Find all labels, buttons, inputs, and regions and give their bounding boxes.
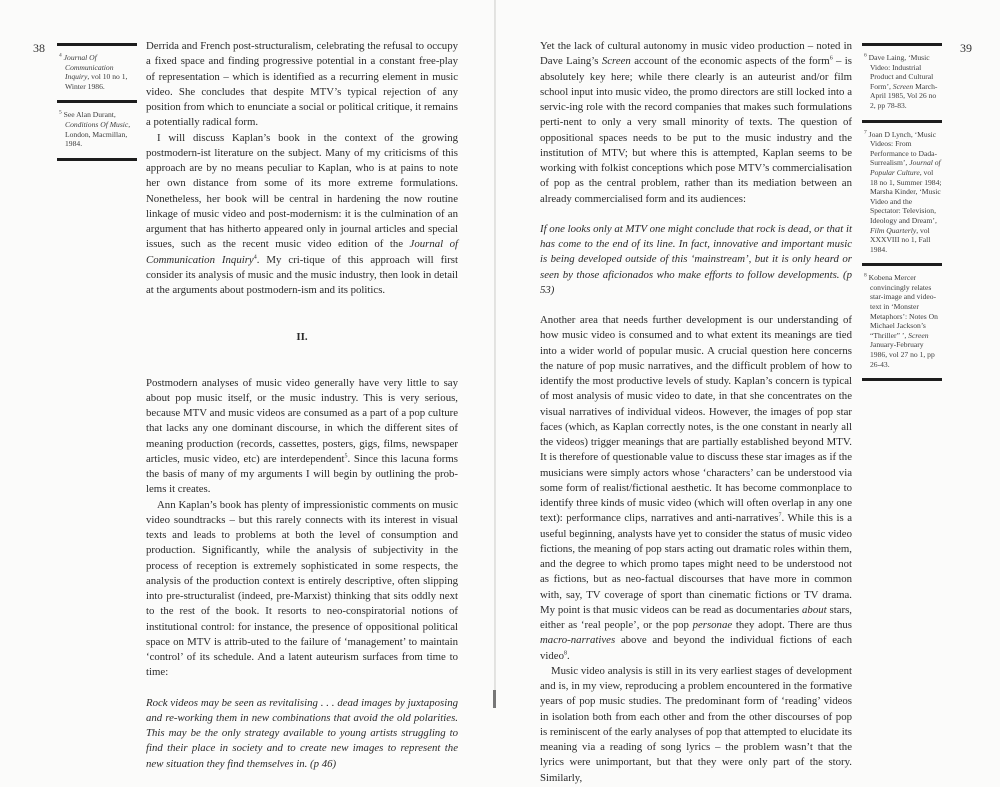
footnote-ref: 8 <box>564 649 567 656</box>
text-run: Music video analysis is still in its very earliest stages of development and is, in my view, reproducing a problem encountered in the formative years of pop music studies. The predominant form of ‘reading’ videos in isolation both from each other and from the other discourses of pop is reminiscent of the early analyses of pop that attempted to elucidate its meaning via a reading of song lyrics – the problem wasn’t that the lyrics were unimportant, but that they were only part of the story. Similarly, <box>540 664 852 784</box>
right-margin-notes <box>862 43 942 381</box>
text-run: March-April 1985, Vol 26 no 2, pp 78-83. <box>870 81 938 110</box>
text-run: . My cri-tique of this approach will first consider its analysis of music and the music industry, then look in detail at the arguments about postmodern-ism and its politics. <box>146 253 458 296</box>
text-run: Joan D Lynch, ‘Music Videos: From Performance to Dada-Surrealism’, <box>868 129 938 168</box>
italic-text: If one looks only at MTV one might conclude that rock is dead, or that it has come to the end of its line. In fact, innovative and important music is being developed outside of this ‘mainstream’, but it is only heard or seen by those aficionados who make efforts to follow developments. <box>540 222 852 281</box>
text-run: Dave Laing, ‘Music Video: Industrial Product and Cultural Form’, <box>868 53 934 91</box>
footnote-number: 7 <box>864 129 867 136</box>
page-reference: (p 53) <box>540 268 852 296</box>
footnote-ref: 5 <box>344 453 348 460</box>
left-margin-notes <box>57 43 137 161</box>
footnote-number: 8 <box>864 272 867 279</box>
italic-text: Conditions Of Music <box>65 119 129 129</box>
text-run: Derrida and French post-structuralism, celebrating the refusal to occupy a fixed space and finding progressive potential in a constant free-play of representation – which is identified as a recurring element in music video. She concludes that despite MTV’s typical rejection of any position from which to enunciate a social or political critique, it remains a potentially radical form. <box>146 40 458 129</box>
note-divider <box>862 378 942 381</box>
italic-text: Rock videos may be seen as revitalising . . . dead images by juxtaposing and re-working them in new combinations that avoid the old polarities. This may be the only strategy available to young artists struggling to find their place in society and to create new images to represent the new situation they find themselves in. <box>146 696 458 770</box>
text-run: Another area that needs further development is our understanding of how music video is consumed and to what extent its meanings are tied into a wider world of popular music. A crucial question here concerns the nature of pop music narratives, and the difficult problem of how to identify the most productive levels of study. Kaplan’s concern is typical of most analysis of music video to date, in that she concentrates on the visual narratives of individual videos. However, the images of pop star faces (which, as Kaplan correctly notes, is the one constant in nearly all the videos) trigger meanings that are partially established beyond MTV. It is therefore of questionable value to discuss these star images as if the musicians were simply actors whose ‘characters’ can be understood via some form of realist/fictional aesthetic. It has become commonplace to identify three kinds of music video (which will often overlap in any one text): performance clips, narratives and anti-narratives <box>540 314 852 525</box>
footnote-ref: 7 <box>778 512 782 519</box>
footnote-number: 4 <box>59 52 62 59</box>
section-heading <box>146 330 458 345</box>
text-run: , vol XXXVIII no 1, Fall 1984. <box>870 225 931 254</box>
block-quote <box>540 222 852 298</box>
gutter-binding-mark <box>493 690 496 708</box>
text-run: Postmodern analyses of music video generally have very little to say about pop music itself, or the music industry. This is very serious, because MTV and music videos are consumed as a part of a pop culture that lacks any one dominant discourse, in which the different sites of meaning production (records, cassettes, posters, gigs, films, newspaper articles, music video, etc) are interdependent <box>146 376 458 465</box>
body-paragraph <box>146 376 458 498</box>
italic-text: Screen <box>908 330 929 340</box>
text-run: January-February 1986, vol 27 no 1, pp 26-43. <box>870 340 935 369</box>
footnote-8 <box>862 266 942 378</box>
text-run: they adopt. There are thus <box>732 619 852 631</box>
footnote-7 <box>862 123 942 264</box>
note-divider <box>57 158 137 161</box>
text-run: stars, either as ‘real people’, or the pop <box>540 603 852 631</box>
footnote-ref: 4 <box>253 253 257 260</box>
text-run: . While this is a useful beginning, analysts have yet to consider the status of music video fictions, the meaning of pop stars acting out dramatic roles within them, and the degree to which promo tapes might need to be understood not as fictions, but as neo-factual discourses that have more in common with, say, TV coverage of sport than cinematic fictions or TV drama. My point is that music videos can be read as documentaries <box>540 512 852 616</box>
page-number-left: 38 <box>33 41 45 55</box>
text-run: See Alan Durant, <box>63 110 116 120</box>
italic-text: about <box>802 603 827 616</box>
body-paragraph <box>146 131 458 299</box>
italic-text: Screen <box>892 81 914 91</box>
italic-text: macro-narratives <box>540 634 616 647</box>
book-gutter <box>494 0 496 708</box>
page-reference: (p 46) <box>307 757 337 770</box>
text-run: II. <box>296 331 308 344</box>
text-run: . Since this lacuna forms the basis of many of my arguments I will begin by outlining the prob-lems it creates. <box>146 452 458 496</box>
text-run: – is absolutely key here; while there clearly is an auteurist and/or film school input into music video, the promo directors are still locked into a servic-ing role with the record companies that makes such formulations perti-nent to only a very small minority of texts. The question of oppositional spaces needs to be put to the music industry and the institution of MTV; but where this is attempted, Kaplan seems to be working with folkist conceptions which pose MTV’s commercialisation of pop as the central problem, rather than its mediation between an already commercialised form and its audiences: <box>540 55 852 205</box>
body-paragraph <box>146 498 458 681</box>
text-run: Kobena Mercer convincingly relates star-image and video-text in ‘Monster Metaphors’: Notes On Michael Jackson’s “Thriller” ’, <box>868 273 938 340</box>
page-number-right: 39 <box>960 41 972 55</box>
text-run: Ann Kaplan’s book has plenty of impressionistic comments on music video soundtracks – but this rarely connects with its interest in visual texts and leads to problems at both the level of consumption and production. Significantly, while the analysis of subjectivity in the process of reception is extremely sophisticated in some respects, the analysis of the production context is entirely descriptive, often slipping into pre-structuralist (indeed, pre-Marxist) thinking that sits oddly next to the rest of the book. It resorts to neo-conspiratorial notions of institutional control: for instance, the presence of oppositional political space on MTV is attrib-uted to the failure of ‘management’ to maintain ‘control’ of its schedule. And a latent auteurism surfaces from time to time: <box>146 498 458 679</box>
footnote-5 <box>57 103 137 157</box>
text-run: , vol 18 no 1, Summer 1984; Marsha Kinder, ‘Music Video and the Spectator: Television, Ideology and Dream’, <box>870 167 942 225</box>
italic-text: Film Quarterly <box>870 225 917 235</box>
text-run: , vol 10 no 1, Winter 1986. <box>65 72 128 91</box>
text-run: Yet the lack of cultural autonomy in music video production – noted in Dave Laing’s <box>540 40 852 68</box>
italic-text: personae <box>692 619 733 631</box>
text-run: account of the economic aspects of the form <box>630 55 830 68</box>
body-paragraph <box>540 39 852 207</box>
italic-text: Journal Of Communication Inquiry <box>63 53 114 82</box>
text-run: . <box>567 649 570 662</box>
footnote-6 <box>862 46 942 120</box>
block-quote <box>146 696 458 772</box>
footnote-number: 6 <box>864 52 867 59</box>
footnote-ref: 6 <box>829 55 833 62</box>
footnote-4 <box>57 46 137 100</box>
text-run: I will discuss Kaplan’s book in the context of the growing postmodern-ist literature on the subject. Many of my criticisms of this approach are by no means peculiar to Kaplan, who is at pains to note her own distance from some of its more extreme formulations. Nonetheless, her book will be central in hardening the now routine linkage of music video and post-modernism: it is the culmination of an argument that has hitherto appeared only in journal articles and special issues, such as the recent music video edition of the <box>146 131 458 251</box>
italic-text: Screen <box>601 55 631 68</box>
text-run: , London, Macmillan, 1984. <box>65 119 131 149</box>
body-paragraph <box>540 313 852 664</box>
body-paragraph <box>540 664 852 786</box>
footnote-number: 5 <box>59 109 62 116</box>
italic-text: Journal of Communication Inquiry <box>146 238 459 266</box>
body-paragraph <box>146 39 458 131</box>
text-run: above and beyond the individual fictions of each video <box>540 634 852 662</box>
italic-text: Journal of Popular Culture <box>870 158 941 177</box>
left-body-text <box>146 39 458 787</box>
right-body-text <box>540 39 852 786</box>
